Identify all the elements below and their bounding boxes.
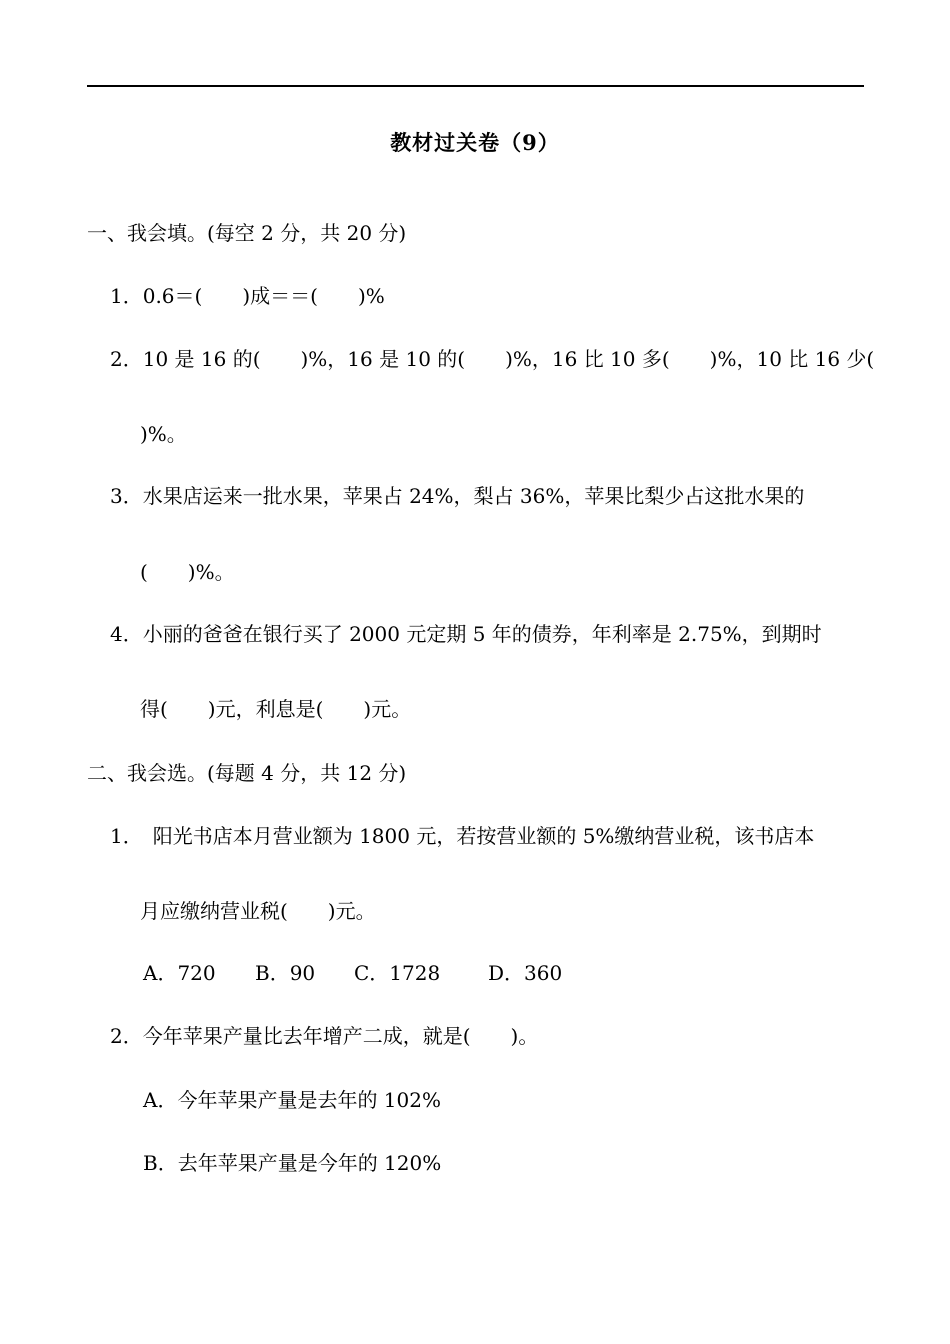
top-rule [87,85,864,87]
section1-heading: 一、我会填。(每空 2 分，共 20 分) [87,221,407,245]
s1-question-4-line1: 4．小丽的爸爸在银行买了 2000 元定期 5 年的债券，年利率是 2.75%，到期时 [110,622,822,646]
option-c: C．1728 [354,961,441,985]
s2-question-1-line2: 月应缴纳营业税( )元。 [140,899,376,923]
s1-question-4-line2: 得( )元，利息是( )元。 [140,697,412,721]
s2-question-2-option-a: A．今年苹果产量是去年的 102% [143,1088,441,1112]
option-b: B．90 [255,961,316,985]
s1-question-2-line1: 2．10 是 16 的( )%，16 是 10 的( )%，16 比 10 多( )%，10 比 16 少( [110,347,875,371]
s1-question-1: 1．0.6＝( )成＝＝( )% [110,284,385,308]
s2-question-1-options [143,961,562,985]
section2-heading: 二、我会选。(每题 4 分，共 12 分) [87,761,407,785]
s2-question-2-option-b: B．去年苹果产量是今年的 120% [143,1151,442,1175]
s1-question-3-line1: 3．水果店运来一批水果，苹果占 24%，梨占 36%，苹果比梨少占这批水果的 [110,484,805,508]
s1-question-3-line2: ( )%。 [140,560,235,584]
s1-question-2-line2: )%。 [140,422,187,446]
option-d: D．360 [488,961,563,985]
s2-question-1-line1: 1． 阳光书店本月营业额为 1800 元，若按营业额的 5%缴纳营业税，该书店本 [110,824,815,848]
option-a: A．720 [143,961,216,985]
s2-question-2-stem: 2．今年苹果产量比去年增产二成，就是( )。 [110,1024,539,1048]
page-title: 教材过关卷（9） [390,130,560,155]
